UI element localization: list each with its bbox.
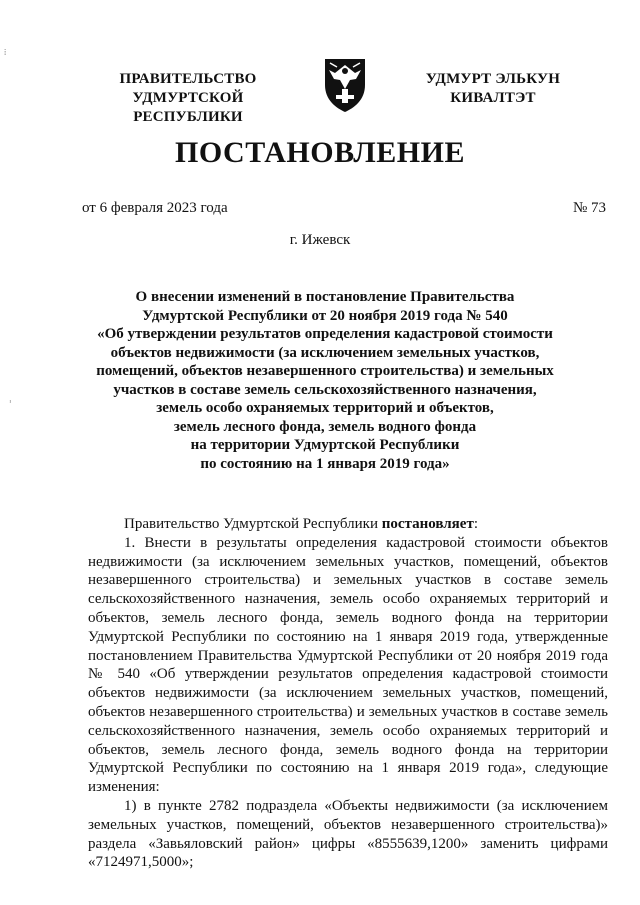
subject-line: «Об утверждении результатов определения кадастровой стоимости [97,326,553,342]
document-date: от 6 февраля 2023 года [82,200,228,216]
subject-line: Удмуртской Республики от 20 ноября 2019 года № 540 [142,307,508,324]
subject-line: на территории Удмуртской Республики [190,437,460,453]
subject-line: по состоянию на 1 января 2019 года» [200,455,450,472]
scan-margin-mark: ⁞ [4,48,7,57]
header-right-line1: УДМУРТ ЭЛЬКУН [425,71,561,87]
government-name-russian [78,70,298,127]
document-subject [90,288,560,473]
subject-line: участков в составе земель сельскохозяйственного назначения, [113,381,537,398]
header-left-line2: УДМУРТСКОЙ РЕСПУБЛИКИ [132,90,244,125]
scan-margin-mark: ⸯ [8,401,13,410]
header-left-line1: ПРАВИТЕЛЬСТВО [119,71,257,87]
document-number: № 73 [572,200,606,216]
subject-line: земель лесного фонда, земель водного фонда [173,418,477,435]
subject-line: помещений, объектов незавершенного строительства) и земельных [96,363,554,379]
udmurt-coat-of-arms-icon [322,55,368,113]
subject-line: объектов недвижимости (за исключением земельных участков, [110,344,540,361]
header-right-line2: КИВАЛТЭТ [450,90,536,106]
intro-text: Правительство Удмуртской Республики [124,516,382,532]
paragraph-1: 1. Внести в результаты определения кадастровой стоимости объектов недвижимости (за исключением земельных участков, помещений, объектов незавершенного строительства) и земельных участков в составе земель сельскохозяйственного назначения, земель особо охраняемых территорий и объектов, земель лесного фонда, земель водного фонда на территории Удмуртской Республики по состоянию на 1 января 2019 года, утвержденные постановлением Правительства Удмуртской Республики от 20 ноября 2019 года № 540 «Об утверждении результатов определения кадастровой стоимости объектов недвижимости (за исключением земельных участков, помещений, объектов незавершенного строительства) и земельных участков в составе земель сельскохозяйственного назначения, земель особо охраняемых территорий и объектов, земель лесного фонда, земель водного фонда на территории Удмуртской Республики по состоянию на 1 января 2019 года», следующие изменения: [88,534,608,796]
document-body [88,515,608,872]
government-name-udmurt [398,70,588,108]
intro-colon: : [473,516,478,532]
intro-paragraph [88,515,608,534]
document-title: ПОСТАНОВЛЕНИЕ [175,136,465,169]
paragraph-2: 1) в пункте 2782 подраздела «Объекты недвижимости (за исключением земельных участков, помещений, объектов незавершенного строительства)» раздела «Завьяловский район» цифры «8555639,1200» заменить цифрами «7124971,5000»; [88,797,608,871]
subject-line: земель особо охраняемых территорий и объектов, [156,400,494,416]
document-city: г. Ижевск [289,232,351,248]
subject-line: О внесении изменений в постановление Правительства [135,289,515,305]
intro-bold-verb: постановляет [381,516,474,532]
